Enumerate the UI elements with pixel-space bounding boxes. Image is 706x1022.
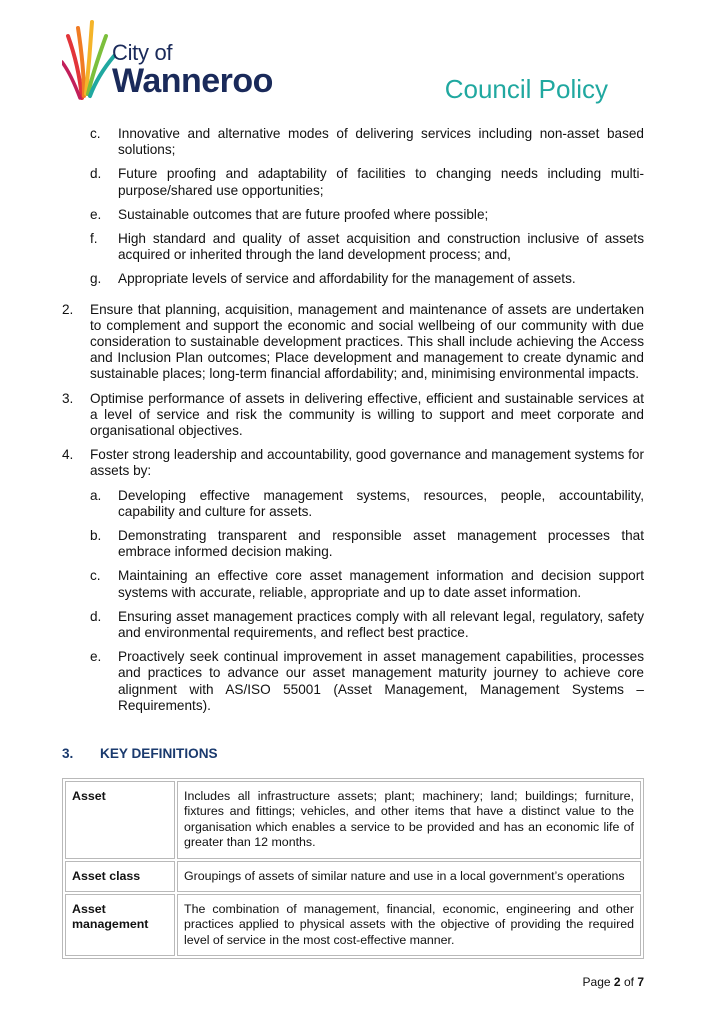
definition-text: Includes all infrastructure assets; plant; machinery; land; buildings; furniture, fixtures and fittings; vehicles, and other items that have a distinct value to the organisation which enables a service to be provided and has an economic life of greater than 12 months.	[177, 781, 641, 859]
list-item-text: Sustainable outcomes that are future proofed where possible;	[118, 206, 489, 222]
list-item	[90, 231, 644, 263]
numbered-item	[62, 447, 644, 479]
list-item	[90, 568, 644, 600]
document-type-title: Council Policy	[444, 74, 608, 104]
list-item	[90, 126, 644, 158]
logo-emblem-icon	[62, 18, 116, 102]
page-of: of	[623, 975, 634, 989]
page-total: 7	[637, 975, 644, 989]
list-item-text: Future proofing and adaptability of facilities to changing needs including multi-purpose/shared use opportunities;	[118, 166, 644, 198]
numbered-item	[62, 391, 644, 440]
list-item	[90, 528, 644, 560]
page-number	[583, 975, 644, 989]
list-marker: a.	[90, 487, 102, 503]
list-item-text: Appropriate levels of service and affordability for the management of assets.	[118, 271, 576, 287]
list-item-text: Ensure that planning, acquisition, management and maintenance of assets are undertaken to complement and support the economic and social wellbeing of our community with due consideration to sustainable development practices. This shall include achieving the Access and Inclusion Plan outcomes; Place development and management to create dynamic and sustainable places; long-term financial affordability; and, minimising environmental impacts.	[90, 301, 644, 382]
list-marker: d.	[90, 166, 102, 182]
table-row	[65, 861, 641, 892]
list-item	[90, 207, 644, 223]
list-marker: e.	[90, 206, 102, 222]
list-item-text: Foster strong leadership and accountability, good governance and management systems for assets by:	[90, 447, 644, 479]
definition-text: The combination of management, financial, economic, engineering and other practices applied to physical assets with the objective of providing the required level of service in the most cost-effective manner.	[177, 894, 641, 956]
list-item-text: Demonstrating transparent and responsible asset management processes that embrace informed decision making.	[118, 528, 644, 560]
list-item-text: High standard and quality of asset acquisition and construction inclusive of assets acquired or inherited through the land development process; and,	[118, 231, 644, 263]
logo-text-wanneroo: Wanneroo	[112, 62, 273, 100]
definitions-table	[62, 778, 644, 959]
list-item-text: Ensuring asset management practices comply with all relevant legal, regulatory, safety and environmental requirements, and reflect best practice.	[118, 608, 644, 641]
section-number: 3.	[62, 746, 74, 761]
city-logo	[62, 18, 302, 102]
list-marker: e.	[90, 649, 102, 665]
list-item-text: Innovative and alternative modes of delivering services including non-asset based solutions;	[118, 126, 644, 158]
list-item	[90, 166, 644, 198]
list-marker: c.	[90, 568, 101, 584]
table-row	[65, 781, 641, 859]
list-item	[90, 609, 644, 641]
list-item	[90, 488, 644, 520]
list-marker: g.	[90, 271, 102, 287]
list-marker: c.	[90, 126, 101, 141]
section-heading	[62, 746, 218, 761]
numbered-item	[62, 302, 644, 383]
list-marker: 2.	[62, 301, 74, 317]
list-item-text: Optimise performance of assets in delivering effective, efficient and sustainable services at a level of service and risk the community is willing to support and meet corporate and organisational objectives.	[90, 390, 644, 439]
definition-term: Asset	[65, 781, 175, 859]
list-item-text: Maintaining an effective core asset management information and decision support systems with accurate, reliable, appropriate and up to date asset information.	[118, 568, 644, 600]
definition-text: Groupings of assets of similar nature and use in a local government’s operations	[177, 861, 641, 892]
list-marker: 4.	[62, 447, 74, 463]
list-item	[90, 649, 644, 714]
list-marker: 3.	[62, 390, 74, 406]
section-title: KEY DEFINITIONS	[100, 746, 218, 761]
page-label: Page	[582, 975, 611, 989]
list-marker: b.	[90, 528, 102, 544]
definition-term: Asset management	[65, 894, 175, 956]
list-item	[90, 271, 644, 287]
policy-body	[62, 126, 644, 722]
definition-term: Asset class	[65, 861, 175, 892]
list-marker: f.	[90, 231, 98, 247]
list-item-text: Developing effective management systems, resources, people, accountability, capability and culture for assets.	[118, 487, 644, 519]
logo-text-city: City of	[112, 40, 173, 65]
list-item-text: Proactively seek continual improvement in asset management capabilities, processes and practices to advance our asset management maturity journey to achieve core alignment with AS/ISO 55001 (Asset Management, Management Systems – Requirements).	[118, 649, 644, 713]
list-marker: d.	[90, 608, 102, 624]
table-row	[65, 894, 641, 956]
page-current: 2	[613, 975, 621, 989]
